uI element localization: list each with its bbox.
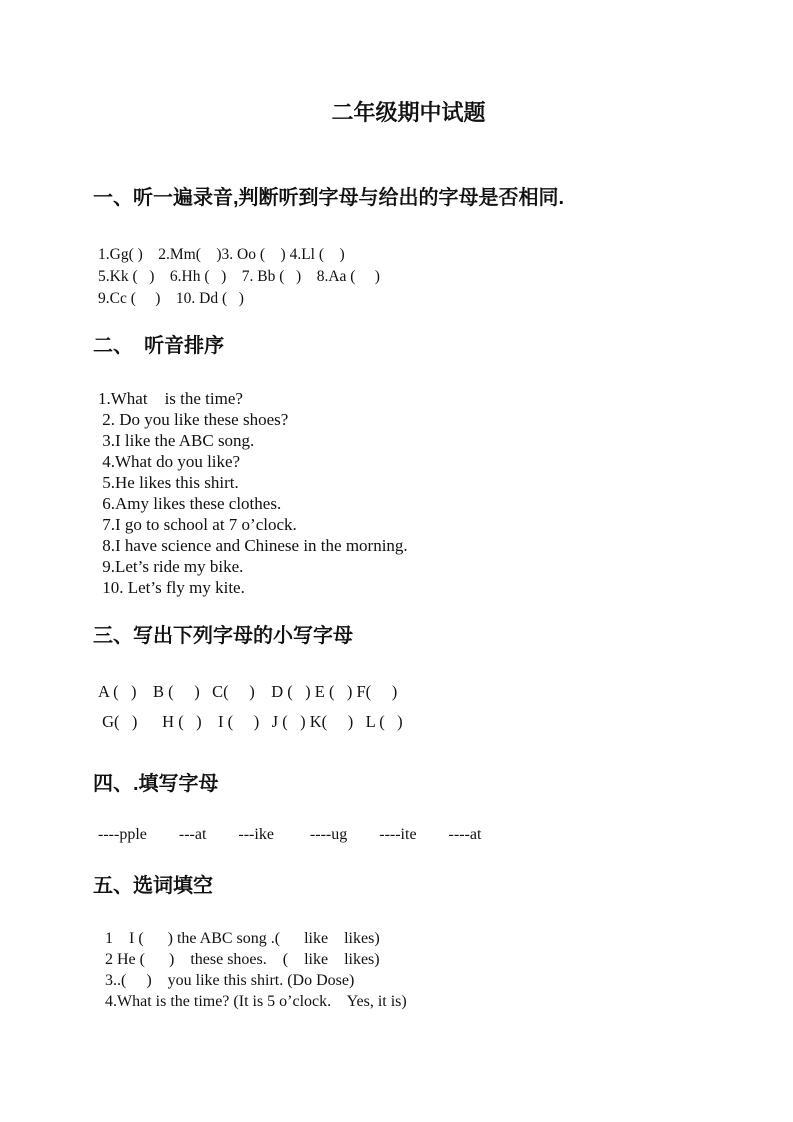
section-listening-judge [0,184,793,310]
letter-blank-row: G( ) H ( ) I ( ) J ( ) K( ) L ( ) [98,712,403,731]
section-5-body [0,928,793,1012]
page-title: 二年级期中试题 [331,100,486,125]
letter-judge-row: 5.Kk ( ) 6.Hh ( ) 7. Bb ( ) 8.Aa ( ) [98,268,380,285]
section-word-choice [0,872,793,1012]
section-4-body [0,824,793,846]
sentence-item: 6.Amy likes these clothes. [98,494,282,513]
choice-item: 3..( ) you like this shirt. (Do Dose) [105,972,355,989]
sentence-item: 10. Let’s fly my kite. [98,578,245,597]
section-5-heading: 五、选词填空 [93,875,213,897]
sentence-item: 7.I go to school at 7 o’clock. [98,515,297,534]
letter-judge-row: 1.Gg( ) 2.Mm( )3. Oo ( ) 4.Ll ( ) [98,246,345,263]
word-blank-row: ----pple ---at ---ike ----ug ----ite ----at [98,826,482,843]
section-2-heading: 二、 听音排序 [93,335,225,357]
sentence-item: 8.I have science and Chinese in the morning. [98,536,408,555]
section-3-heading: 三、写出下列字母的小写字母 [93,625,353,647]
section-1-body [0,244,793,310]
choice-item: 1 I ( ) the ABC song .( like likes) [105,930,380,947]
sentence-item: 4.What do you like? [98,452,241,471]
letter-judge-row: 9.Cc ( ) 10. Dd ( ) [98,290,244,307]
sentence-item: 5.He likes this shirt. [98,473,239,492]
section-3-body [0,677,793,737]
letter-blank-row: A ( ) B ( ) C( ) D ( ) E ( ) F( ) [98,682,398,701]
sentence-item: 2. Do you like these shoes? [98,410,289,429]
sentence-item: 9.Let’s ride my bike. [98,557,244,576]
sentence-item: 1.What is the time? [98,389,243,408]
choice-item: 4.What is the time? (It is 5 o’clock. Yes, it is) [105,993,407,1010]
section-listening-order [0,332,793,598]
sentence-item: 3.I like the ABC song. [98,431,255,450]
section-1-heading: 一、听一遍录音,判断听到字母与给出的字母是否相同. [93,187,565,209]
section-lowercase-letters [0,622,793,737]
section-2-body [0,388,793,598]
section-fill-letters [0,770,793,846]
choice-item: 2 He ( ) these shoes. ( like likes) [105,951,380,968]
section-4-heading: 四、.填写字母 [93,773,219,795]
